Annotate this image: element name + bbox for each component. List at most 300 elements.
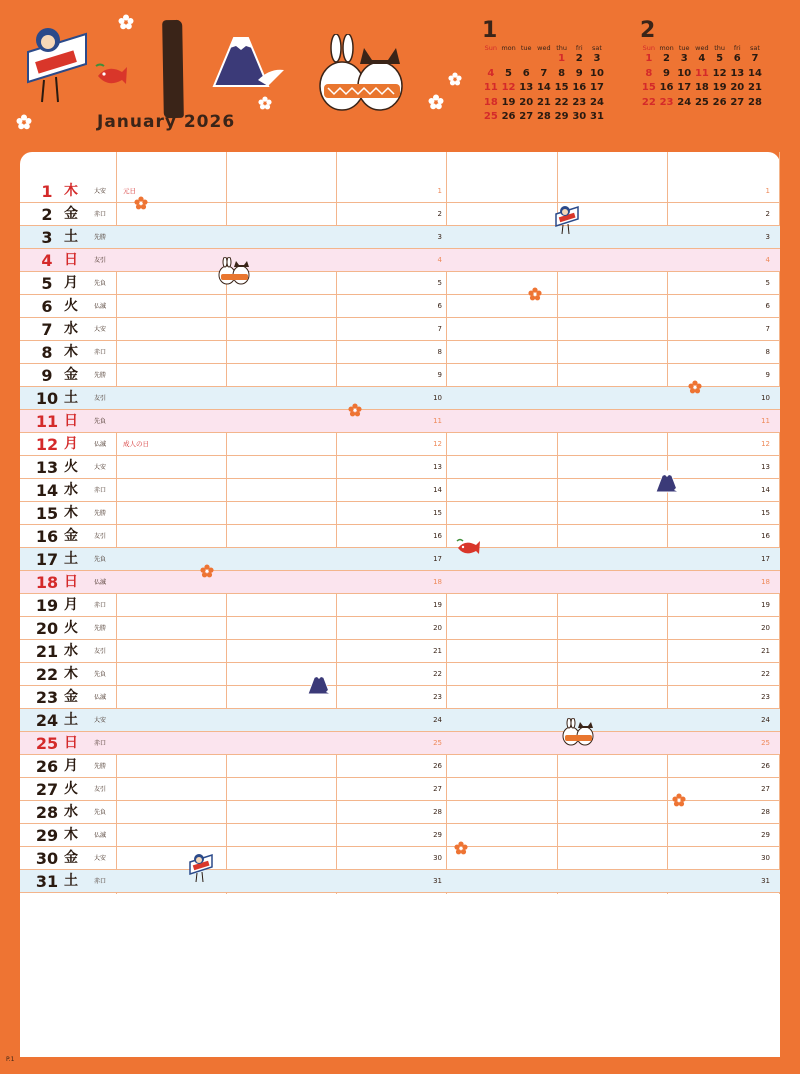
plum-blossom-icon [348, 403, 362, 417]
right-day-number: 3 [765, 233, 770, 241]
rokuyo-label: 先負 [94, 280, 107, 287]
weekday-label: Sun [484, 44, 498, 52]
mini-calendar-day: 10 [590, 67, 604, 79]
kite-character-icon [22, 22, 92, 104]
mini-calendar-february [640, 20, 764, 110]
rokuyo-label: 先勝 [94, 510, 107, 517]
day-row[interactable] [20, 755, 780, 778]
mini-calendar-day: 23 [659, 96, 674, 108]
kite-character-icon [188, 852, 214, 884]
right-day-number: 22 [761, 670, 770, 678]
mini-calendar-day: 18 [694, 82, 709, 94]
mini-calendar-day: 6 [522, 67, 530, 79]
mini-calendar-day: 1 [558, 53, 566, 64]
weekday: 火 [64, 620, 78, 636]
plum-blossom-icon [454, 841, 468, 855]
day-number: 28 [35, 803, 59, 822]
right-day-number: 11 [761, 417, 770, 425]
mini-calendar-weeks [482, 52, 606, 125]
day-number: 31 [35, 872, 59, 891]
mini-calendar-day: 28 [748, 96, 762, 108]
right-day-number: 26 [761, 762, 770, 770]
mid-day-number: 25 [433, 739, 442, 747]
mid-day-number: 10 [433, 394, 442, 402]
day-number: 8 [41, 343, 53, 362]
mini-calendar-month-number: 2 [640, 18, 656, 43]
rabbit-and-cat-icon [218, 257, 250, 285]
mid-day-number: 17 [433, 555, 442, 563]
weekday: 木 [64, 183, 78, 199]
right-day-number: 13 [761, 463, 770, 471]
day-row[interactable] [20, 295, 780, 318]
mini-calendar-day: 17 [590, 82, 604, 94]
day-number: 10 [35, 389, 59, 408]
weekday-label: wed [537, 44, 551, 52]
mid-day-number: 28 [433, 808, 442, 816]
mini-calendar-day: 10 [677, 67, 692, 79]
mini-calendar-day: 16 [572, 82, 587, 94]
day-number: 3 [41, 228, 53, 247]
plum-blossom-icon [134, 196, 148, 210]
day-row[interactable] [20, 525, 780, 548]
plum-blossom-icon [428, 94, 444, 110]
mid-day-number: 5 [437, 279, 442, 287]
day-number: 5 [41, 274, 53, 293]
weekday-label: mon [659, 44, 674, 52]
day-number: 7 [41, 320, 53, 339]
mini-calendar-day: 20 [519, 96, 534, 108]
right-day-number: 7 [765, 325, 770, 333]
weekday: 土 [64, 551, 78, 567]
sea-bream-icon [456, 538, 482, 558]
mount-fuji-icon [306, 670, 338, 698]
mid-day-number: 22 [433, 670, 442, 678]
right-day-number: 29 [761, 831, 770, 839]
mini-calendar-day: 4 [698, 53, 706, 64]
weekday-label: thu [556, 44, 567, 52]
day-row[interactable] [20, 364, 780, 387]
right-day-number: 8 [765, 348, 770, 356]
plum-blossom-icon [688, 380, 702, 394]
mini-calendar-week [482, 67, 606, 82]
day-number: 22 [35, 665, 59, 684]
weekday-label: mon [501, 44, 516, 52]
day-row[interactable] [20, 824, 780, 847]
right-day-number: 23 [761, 693, 770, 701]
mount-fuji-icon [210, 30, 292, 92]
day-number: 13 [35, 458, 59, 477]
mini-calendar-day: 11 [483, 82, 498, 94]
mid-day-number: 29 [433, 831, 442, 839]
mini-calendar-day: 24 [590, 96, 604, 108]
mini-calendar-day: 21 [748, 82, 762, 94]
weekday-label: Sun [642, 44, 656, 52]
rokuyo-label: 先負 [94, 671, 107, 678]
day-row[interactable] [20, 686, 780, 709]
mini-calendar-day: 19 [712, 82, 727, 94]
mini-calendar-day: 13 [519, 82, 534, 94]
plum-blossom-icon [528, 287, 542, 301]
mini-calendar-day: 7 [751, 53, 759, 64]
weekday: 火 [64, 459, 78, 475]
day-number: 2 [41, 205, 53, 224]
right-day-number: 12 [761, 440, 770, 448]
mini-calendar-week [482, 110, 606, 125]
mini-calendar-weekdays [640, 44, 764, 52]
plum-blossom-icon [118, 14, 134, 30]
mini-calendar-day: 8 [645, 67, 653, 79]
mid-day-number: 30 [433, 854, 442, 862]
weekday: 土 [64, 712, 78, 728]
calendar-header [0, 0, 800, 152]
day-row[interactable] [20, 341, 780, 364]
kite-character-icon [554, 204, 580, 236]
mini-calendar-day: 31 [590, 111, 604, 123]
mini-calendar-day: 9 [575, 67, 583, 79]
rokuyo-label: 赤口 [94, 878, 107, 885]
day-number: 16 [35, 527, 59, 546]
day-row[interactable] [20, 318, 780, 341]
mid-day-number: 9 [437, 371, 442, 379]
mini-calendar-day: 27 [730, 96, 745, 108]
right-day-number: 1 [765, 187, 770, 195]
right-day-number: 20 [761, 624, 770, 632]
weekday: 日 [64, 413, 78, 429]
weekday: 土 [64, 390, 78, 406]
right-day-number: 25 [761, 739, 770, 747]
right-day-number: 18 [761, 578, 770, 586]
right-day-number: 19 [761, 601, 770, 609]
day-number: 9 [41, 366, 53, 385]
weekday: 火 [64, 781, 78, 797]
right-day-number: 31 [761, 877, 770, 885]
mid-day-number: 27 [433, 785, 442, 793]
mini-calendar-day: 15 [554, 82, 569, 94]
rokuyo-label: 仏滅 [94, 579, 107, 586]
day-row[interactable] [20, 801, 780, 824]
weekday-label: wed [695, 44, 709, 52]
rokuyo-label: 先負 [94, 556, 107, 563]
mini-calendar-day: 29 [554, 111, 569, 123]
day-row[interactable] [20, 410, 780, 433]
mini-calendar-day: 26 [501, 111, 516, 123]
day-row[interactable] [20, 732, 780, 755]
mid-day-number: 7 [437, 325, 442, 333]
mini-calendar-week [640, 67, 764, 82]
day-number: 11 [35, 412, 59, 431]
mid-day-number: 20 [433, 624, 442, 632]
weekday: 日 [64, 735, 78, 751]
mini-calendar-day: 8 [558, 67, 566, 79]
weekday: 金 [64, 850, 78, 866]
weekday: 火 [64, 298, 78, 314]
day-number: 30 [35, 849, 59, 868]
right-day-number: 4 [765, 256, 770, 264]
day-row[interactable] [20, 387, 780, 410]
mini-calendar-day: 5 [716, 53, 724, 64]
day-number: 15 [35, 504, 59, 523]
day-row[interactable] [20, 502, 780, 525]
mini-calendar-week [640, 96, 764, 111]
rokuyo-label: 大安 [94, 188, 107, 195]
mini-calendar-day: 21 [536, 96, 551, 108]
right-day-number: 6 [765, 302, 770, 310]
mini-calendar-day: 30 [572, 111, 587, 123]
rokuyo-label: 赤口 [94, 487, 107, 494]
mini-calendar-day: 18 [483, 96, 498, 108]
page-number: P.1 [6, 1056, 15, 1063]
rokuyo-label: 大安 [94, 855, 107, 862]
day-number: 21 [35, 642, 59, 661]
mini-calendar-day: 12 [501, 82, 516, 94]
rokuyo-label: 友引 [94, 257, 107, 264]
mini-calendar-weekdays [482, 44, 606, 52]
mid-day-number: 24 [433, 716, 442, 724]
mini-calendar-day: 20 [730, 82, 745, 94]
day-number: 12 [35, 435, 59, 454]
weekday: 月 [64, 275, 78, 291]
mid-day-number: 8 [437, 348, 442, 356]
mini-calendar-week [640, 52, 764, 67]
mini-calendar-january [482, 20, 606, 125]
mini-calendar-day: 1 [645, 53, 653, 64]
weekday-label: thu [714, 44, 725, 52]
mid-day-number: 13 [433, 463, 442, 471]
mini-calendar-day: 23 [572, 96, 587, 108]
day-row[interactable] [20, 617, 780, 640]
mini-calendar-day [535, 52, 553, 67]
mini-calendar-day: 28 [536, 111, 551, 123]
mini-calendar-day: 2 [575, 53, 583, 64]
mid-day-number: 1 [437, 187, 442, 195]
day-number: 1 [41, 182, 53, 201]
mid-day-number: 23 [433, 693, 442, 701]
day-row[interactable] [20, 433, 780, 456]
right-day-number: 16 [761, 532, 770, 540]
mid-day-number: 4 [437, 256, 442, 264]
mid-day-number: 3 [437, 233, 442, 241]
mini-calendar-day: 15 [641, 82, 656, 94]
weekday-label: fri [733, 44, 741, 52]
mini-calendar-month-number: 1 [482, 18, 498, 43]
day-number: 27 [35, 780, 59, 799]
right-day-number: 14 [761, 486, 770, 494]
mini-calendar-day: 24 [677, 96, 692, 108]
rokuyo-label: 友引 [94, 395, 107, 402]
weekday-label: sat [750, 44, 760, 52]
day-row[interactable] [20, 548, 780, 571]
mid-day-number: 15 [433, 509, 442, 517]
rokuyo-label: 先負 [94, 418, 107, 425]
weekday: 日 [64, 574, 78, 590]
plum-blossom-icon [672, 793, 686, 807]
weekday: 日 [64, 252, 78, 268]
mid-day-number: 14 [433, 486, 442, 494]
day-number: 18 [35, 573, 59, 592]
rokuyo-label: 仏滅 [94, 694, 107, 701]
right-day-number: 10 [761, 394, 770, 402]
day-row[interactable] [20, 640, 780, 663]
mini-calendar-day: 17 [677, 82, 692, 94]
day-number: 17 [35, 550, 59, 569]
mini-calendar-day: 14 [536, 82, 551, 94]
plum-blossom-icon [200, 564, 214, 578]
right-day-number: 2 [765, 210, 770, 218]
rokuyo-label: 仏滅 [94, 303, 107, 310]
rokuyo-label: 赤口 [94, 740, 107, 747]
mini-calendar-day: 16 [659, 82, 674, 94]
weekday: 金 [64, 206, 78, 222]
mini-calendar-day: 14 [748, 67, 762, 79]
rokuyo-label: 先勝 [94, 625, 107, 632]
rokuyo-label: 大安 [94, 326, 107, 333]
mini-calendar-day: 22 [554, 96, 569, 108]
mini-calendar-day: 25 [483, 111, 498, 123]
day-number: 24 [35, 711, 59, 730]
right-day-number: 30 [761, 854, 770, 862]
mini-calendar-day [482, 52, 500, 67]
weekday: 水 [64, 804, 78, 820]
day-row[interactable] [20, 272, 780, 295]
weekday: 水 [64, 643, 78, 659]
weekday-label: tue [520, 44, 532, 52]
right-day-number: 21 [761, 647, 770, 655]
weekday: 月 [64, 597, 78, 613]
day-number: 14 [35, 481, 59, 500]
mid-day-number: 21 [433, 647, 442, 655]
day-row[interactable] [20, 847, 780, 870]
mount-fuji-icon [654, 468, 686, 496]
rokuyo-label: 友引 [94, 533, 107, 540]
mini-calendar-weeks [640, 52, 764, 110]
day-row[interactable] [20, 226, 780, 249]
mid-day-number: 6 [437, 302, 442, 310]
day-row[interactable] [20, 709, 780, 732]
day-row[interactable] [20, 594, 780, 617]
day-number: 26 [35, 757, 59, 776]
weekday: 土 [64, 873, 78, 889]
plum-blossom-icon [258, 96, 272, 110]
weekday-label: sat [592, 44, 602, 52]
weekday: 木 [64, 344, 78, 360]
mini-calendar-day: 4 [487, 67, 495, 79]
weekday: 月 [64, 436, 78, 452]
rokuyo-label: 友引 [94, 786, 107, 793]
weekday: 土 [64, 229, 78, 245]
weekday: 木 [64, 666, 78, 682]
mini-calendar-day: 12 [712, 67, 727, 79]
mini-calendar-day: 13 [730, 67, 745, 79]
mini-calendar-day [500, 52, 518, 67]
right-day-number: 27 [761, 785, 770, 793]
rokuyo-label: 先勝 [94, 763, 107, 770]
mini-calendar-week [640, 81, 764, 96]
day-row[interactable] [20, 249, 780, 272]
weekday: 金 [64, 367, 78, 383]
weekday-label: fri [575, 44, 583, 52]
weekday: 金 [64, 528, 78, 544]
day-number: 20 [35, 619, 59, 638]
day-row[interactable] [20, 870, 780, 893]
rabbit-and-cat-icon [314, 34, 410, 114]
page-title: January 2026 [97, 112, 236, 132]
mini-calendar-day: 26 [712, 96, 727, 108]
mini-calendar-day: 22 [641, 96, 656, 108]
mini-calendar-day: 19 [501, 96, 516, 108]
mid-day-number: 31 [433, 877, 442, 885]
mid-day-number: 19 [433, 601, 442, 609]
day-row[interactable] [20, 571, 780, 594]
mini-calendar-day: 9 [663, 67, 671, 79]
weekday: 月 [64, 758, 78, 774]
day-number: 6 [41, 297, 53, 316]
mini-calendar-week [482, 52, 606, 67]
right-day-number: 9 [765, 371, 770, 379]
rokuyo-label: 先負 [94, 809, 107, 816]
day-number: 25 [35, 734, 59, 753]
holiday-label: 元日 [123, 187, 136, 195]
weekday: 木 [64, 827, 78, 843]
rokuyo-label: 大安 [94, 717, 107, 724]
weekday: 金 [64, 689, 78, 705]
weekday-label: tue [678, 44, 690, 52]
rokuyo-label: 大安 [94, 464, 107, 471]
mini-calendar-day: 11 [694, 67, 709, 79]
sea-bream-icon [94, 62, 128, 90]
mid-day-number: 16 [433, 532, 442, 540]
rokuyo-label: 赤口 [94, 211, 107, 218]
rokuyo-label: 先勝 [94, 234, 107, 241]
mini-calendar-day: 7 [540, 67, 548, 79]
plum-blossom-icon [448, 72, 462, 86]
right-day-number: 24 [761, 716, 770, 724]
right-day-number: 28 [761, 808, 770, 816]
weekday: 水 [64, 321, 78, 337]
mini-calendar-day [517, 52, 535, 67]
mid-day-number: 12 [433, 440, 442, 448]
day-row[interactable] [20, 778, 780, 801]
weekday: 水 [64, 482, 78, 498]
right-day-number: 17 [761, 555, 770, 563]
mini-calendar-day: 25 [694, 96, 709, 108]
day-row[interactable] [20, 663, 780, 686]
mini-calendar-day: 3 [593, 53, 601, 64]
mini-calendar-day: 2 [663, 53, 671, 64]
mini-calendar-week [482, 81, 606, 96]
big-month-one [162, 20, 184, 118]
schedule-sheet [20, 152, 780, 1057]
weekday: 木 [64, 505, 78, 521]
day-number: 23 [35, 688, 59, 707]
day-number: 4 [41, 251, 53, 270]
mini-calendar-day: 5 [505, 67, 513, 79]
rokuyo-label: 友引 [94, 648, 107, 655]
mid-day-number: 2 [437, 210, 442, 218]
mini-calendar-day: 27 [519, 111, 534, 123]
mini-calendar-day: 6 [733, 53, 741, 64]
mid-day-number: 18 [433, 578, 442, 586]
mini-calendar-week [482, 96, 606, 111]
rokuyo-label: 赤口 [94, 602, 107, 609]
right-day-number: 15 [761, 509, 770, 517]
day-number: 19 [35, 596, 59, 615]
mid-day-number: 11 [433, 417, 442, 425]
plum-blossom-icon [16, 114, 32, 130]
rokuyo-label: 先勝 [94, 372, 107, 379]
holiday-label: 成人の日 [123, 440, 149, 448]
right-day-number: 5 [765, 279, 770, 287]
day-number: 29 [35, 826, 59, 845]
